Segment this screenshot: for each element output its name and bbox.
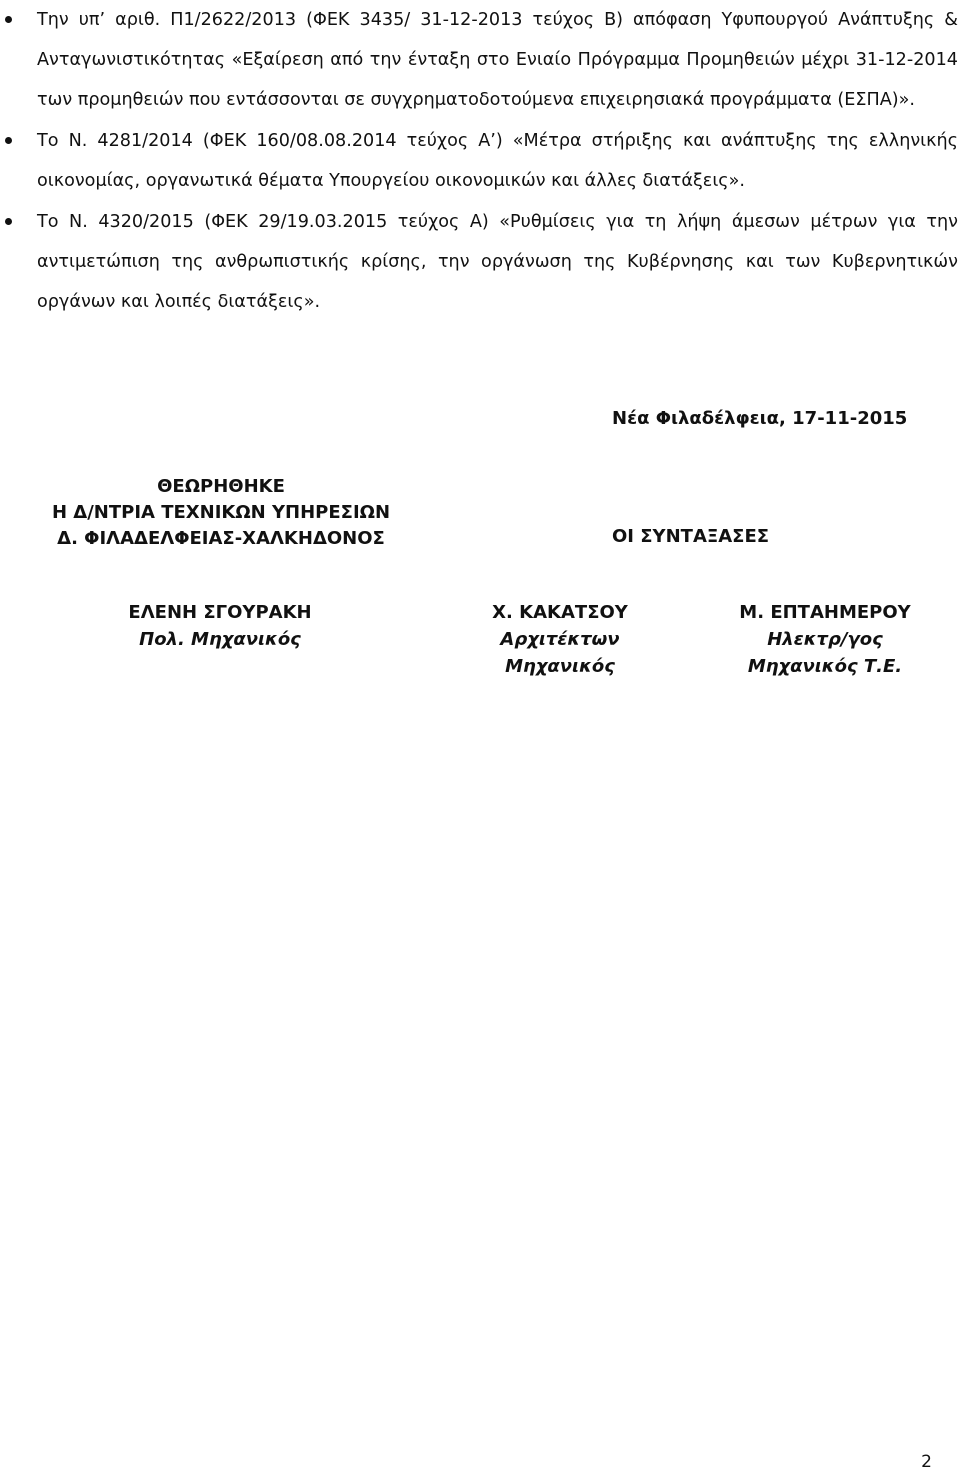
approval-block bbox=[27, 474, 415, 552]
reference-text: Την υπ’ αριθ. Π1/2622/2013 (ΦΕΚ 3435/ 31-12-2013 τεύχος Β) απόφαση Υφυπουργού Ανάπτυξης & Ανταγωνιστικότητας «Εξαίρεση από την ένταξη στο Ενιαίο Πρόγραμμα Προμηθειών μέχρι 31-12-2014 των προμηθειών που εντάσσονται σε συγχρηματοδοτούμενα επιχειρησιακά προγράμματα (ΕΣΠΑ)». bbox=[37, 10, 958, 110]
authors-heading: ΟΙ ΣΥΝΤΑΞΑΣΕΣ bbox=[612, 526, 770, 547]
signatory-role: Ηλεκτρ/γος bbox=[767, 629, 883, 650]
approval-title: ΘΕΩΡΗΘΗΚΕ bbox=[157, 476, 285, 497]
reference-item bbox=[0, 121, 960, 201]
signatory-name: Μ. ΕΠΤΑΗΜΕΡΟΥ bbox=[739, 602, 911, 623]
signatory-role-cont: Μηχανικός Τ.Ε. bbox=[747, 656, 903, 677]
page-number: 2 bbox=[921, 1452, 932, 1472]
approval-directorate: Η Δ/ΝΤΡΙΑ ΤΕΧΝΙΚΩΝ ΥΠΗΡΕΣΙΩΝ bbox=[51, 502, 391, 523]
reference-item bbox=[0, 0, 960, 120]
approval-municipality: Δ. ΦΙΛΑΔΕΛΦΕΙΑΣ-ΧΑΛΚΗΔΟΝΟΣ bbox=[57, 528, 385, 549]
reference-text: Το Ν. 4320/2015 (ΦΕΚ 29/19.03.2015 τεύχος Α) «Ρυθμίσεις για τη λήψη άμεσων μέτρων για την αντιμετώπιση της ανθρωπιστικής κρίσης, την οργάνωση της Κυβέρνησης και των Κυβερνητικών οργάνων και λοιπές διατάξεις». bbox=[37, 212, 958, 312]
place-date: Νέα Φιλαδέλφεια, 17-11-2015 bbox=[612, 408, 908, 429]
bullet-icon bbox=[5, 218, 12, 225]
signatory bbox=[460, 599, 660, 680]
signatory-name: ΕΛΕΝΗ ΣΓΟΥΡΑΚΗ bbox=[128, 602, 312, 623]
reference-text: Το Ν. 4281/2014 (ΦΕΚ 160/08.08.2014 τεύχος Α’) «Μέτρα στήριξης και ανάπτυξης της ελληνικής οικονομίας, οργανωτικά θέματα Υπουργείου οικονομικών και άλλες διατάξεις». bbox=[37, 131, 958, 191]
signatory-role-cont: Μηχανικός bbox=[505, 656, 615, 677]
signatory-role: Αρχιτέκτων bbox=[500, 629, 620, 650]
signatory-name: Χ. ΚΑΚΑΤΣΟΥ bbox=[492, 602, 628, 623]
bullet-icon bbox=[5, 16, 12, 23]
signatory-role: Πολ. Μηχανικός bbox=[139, 629, 301, 650]
signatory bbox=[100, 599, 340, 653]
signatory bbox=[715, 599, 935, 680]
bullet-icon bbox=[5, 137, 12, 144]
reference-item bbox=[0, 202, 960, 322]
references-list bbox=[0, 0, 960, 323]
